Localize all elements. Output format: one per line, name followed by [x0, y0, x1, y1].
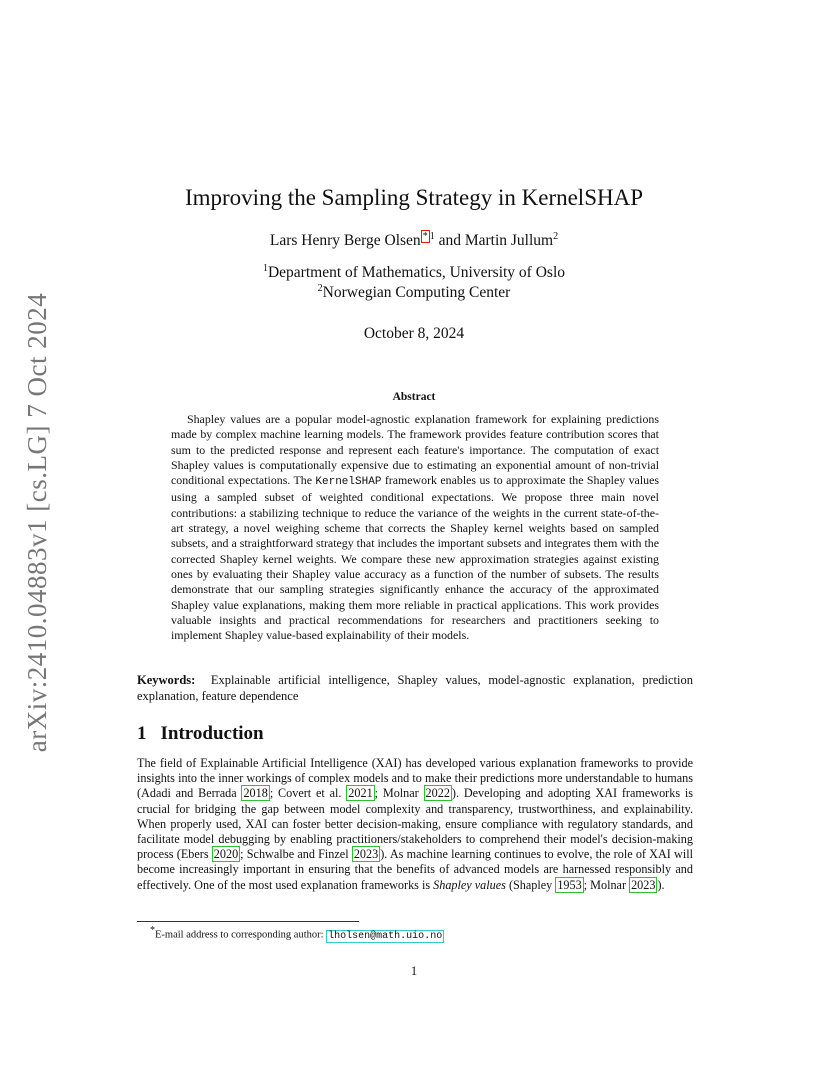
citation-link[interactable]: 2018 — [243, 786, 268, 801]
kernelshap-code: KernelSHAP — [315, 476, 382, 489]
citation-link[interactable]: 2021 — [348, 786, 373, 801]
author-2-affil-sup: 2 — [553, 231, 559, 242]
keywords-label: Keywords: — [137, 673, 196, 687]
footnote-rule — [137, 921, 359, 922]
footnote: *E-mail address to corresponding author: lholsen@math.uio.no — [150, 925, 443, 942]
section-number: 1 — [137, 723, 147, 744]
abstract-heading: Abstract — [392, 391, 436, 403]
introduction-paragraph: The field of Explainable Artificial Intelligence (XAI) has developed various explanation frameworks to provide insights into the inner workings of complex models and to make their predictions more understandable to humans (Adadi and Berrada 2018 ; Covert et al. 2021 ; Molnar 2022 ). Developing and adopting XAI frameworks is crucial for bridging the gap between model complexity and transparency, trustworthiness, and explainability. When properly used, XAI can foster better decision-making, ensure compliance with regulatory standards, and facilitate model debugging by enabling practitioners/stakeholders to comprehend their model's decision-making process (Ebers 2020 ; Schwalbe and Finzel 2023 ). As machine learning continues to evolve, the role of XAI will become increasingly important in ensuring that the benefits of advanced models are harnessed responsibly and effectively. One of the most used explanation frameworks is Shapley values (Shapley 1953 ; Molnar 2023 ). — [137, 756, 694, 892]
citation-link[interactable]: 2020 — [213, 847, 239, 862]
citation-link[interactable]: 1953 — [557, 877, 582, 892]
author-2-name: Martin Jullum — [464, 232, 554, 250]
affiliation-1: $^1$Department of Mathematics, University of Oslo — [262, 262, 565, 281]
page-number: 1 — [410, 964, 418, 978]
arxiv-side-stamp — [18, 292, 58, 753]
affiliations — [0, 263, 828, 303]
arxiv-id-text: arXiv:2410.04883v1 [cs.LG] 7 Oct 2024 — [22, 292, 53, 753]
section-title: Introduction — [160, 723, 264, 744]
author-1-affil-sup: 1 — [429, 231, 435, 242]
paper-date: October 8, 2024 — [363, 325, 465, 342]
paper-title: Improving the Sampling Strategy in KernelSHAP — [184, 185, 644, 210]
emphasis-shapley-values: Shapley values — [433, 877, 506, 892]
footnote-link-mark[interactable]: * — [422, 231, 428, 242]
citation-link[interactable]: 2022 — [425, 786, 450, 801]
citation-link[interactable]: 2023 — [631, 877, 656, 892]
email-link[interactable]: lholsen@math.uio.no — [328, 930, 443, 942]
author-conjunction: and — [434, 232, 465, 250]
affiliation-2: $^2$Norwegian Computing Center — [317, 282, 511, 301]
author-1-name: Lars Henry Berge Olsen — [269, 232, 421, 250]
citation-link[interactable]: 2023 — [353, 847, 379, 862]
section-heading-introduction — [137, 723, 264, 745]
keywords — [137, 672, 693, 704]
keywords-text: Explainable artificial intelligence, Shapley values, model-agnostic explanation, prediction explanation, feature dependence — [137, 673, 694, 703]
abstract-body: Shapley values are a popular model-agnostic explanation framework for explaining predictions made by complex machine learning models. The framework provides feature contribution scores that sum to the predicted response and represent each feature's importance. The computation of exact Shapley values is computationally expensive due to estimating an exponential amount of non-trivial conditional expectations. The KernelSHAP framework enables us to approximate the Shapley values using a sampled subset of weighted conditional expectations. We propose three main novel contributions: a stabilizing technique to reduce the variance of the weights in the current state-of-the-art strategy, a novel weighing scheme that corrects the Shapley kernel weights based on sampled subsets, and a straightforward strategy that includes the important subsets and integrates them with the corrected Shapley kernel weights. We compare these new approximation strategies against existing ones by evaluating their Shapley value accuracy as a function of the number of subsets. The results demonstrate that our sampling strategies significantly enhance the accuracy of the approximated Shapley value explanations, making them more reliable in practical applications. This work provides valuable insights and practical recommendations for researchers and practitioners seeking to implement Shapley value-based explainability of their models. — [171, 412, 659, 643]
author-line — [0, 232, 828, 250]
